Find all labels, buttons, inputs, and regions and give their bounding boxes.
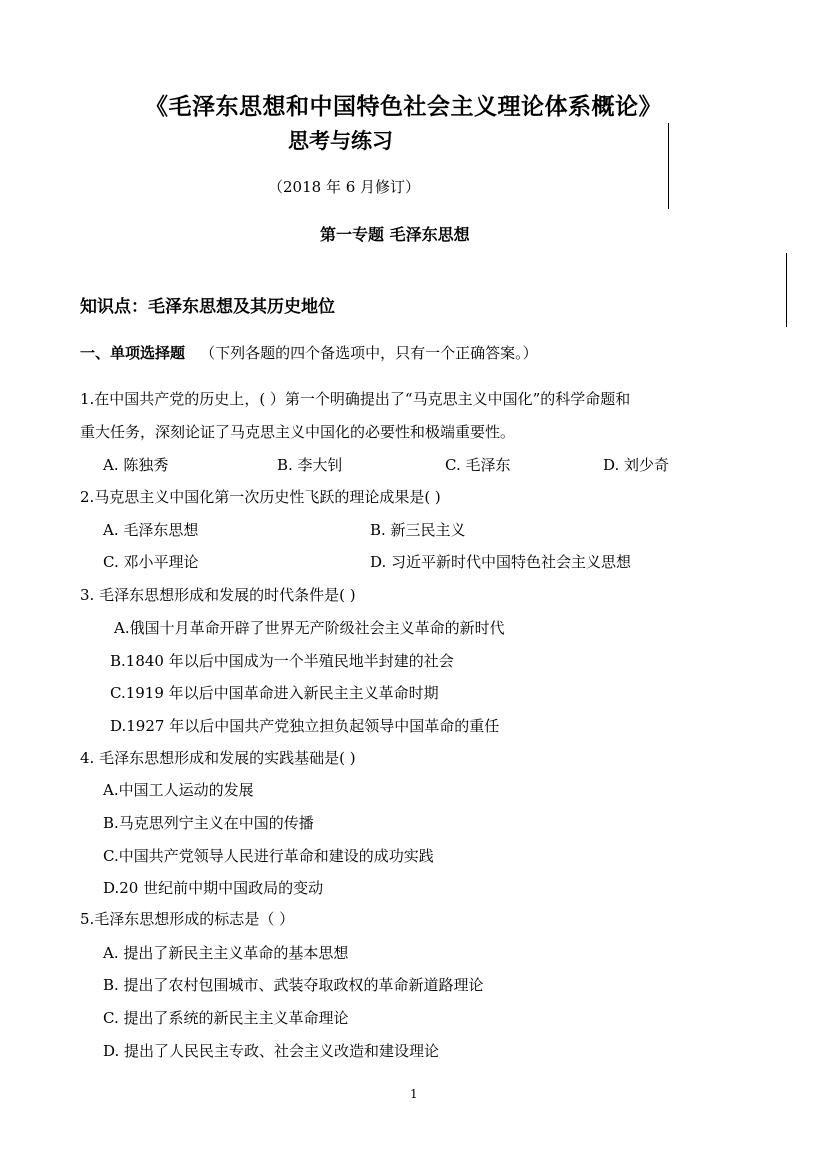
margin-rule-upper: [668, 123, 669, 209]
part-instruction: （下列各题的四个备选项中，只有一个正确答案。）: [200, 344, 538, 362]
question-1-option-d: D. 刘少奇: [603, 456, 670, 474]
question-2-line-1: 2.马克思主义中国化第一次历史性飞跃的理论成果是( ): [80, 488, 441, 506]
question-1-line-1: 1.在中国共产党的历史上，( ）第一个明确提出了“马克思主义中国化”的科学命题和: [80, 390, 631, 408]
question-3-option-d: D.1927 年以后中国共产党独立担负起领导中国革命的重任: [110, 717, 500, 735]
question-4-option-d: D.20 世纪前中期中国政局的变动: [103, 879, 324, 897]
question-4-option-b: B.马克思列宁主义在中国的传播: [103, 814, 314, 832]
question-3-option-a: A.俄国十月革命开辟了世界无产阶级社会主义革命的新时代: [114, 619, 505, 637]
part-heading-line: [80, 342, 538, 363]
question-3-line-1: 3. 毛泽东思想形成和发展的时代条件是( ): [80, 586, 356, 604]
margin-rule-lower: [786, 253, 787, 327]
question-3-option-b: B.1840 年以后中国成为一个半殖民地半封建的社会: [110, 652, 454, 670]
question-2-option-a: A. 毛泽东思想: [103, 521, 199, 539]
question-4-option-c: C.中国共产党领导人民进行革命和建设的成功实践: [103, 847, 434, 865]
question-1-option-b: B. 李大钊: [277, 456, 343, 474]
question-5-option-d: D. 提出了人民民主专政、社会主义改造和建设理论: [103, 1042, 440, 1060]
question-2-option-c: C. 邓小平理论: [103, 553, 199, 571]
page-number: 1: [410, 1087, 418, 1101]
section-title: 第一专题 毛泽东思想: [320, 225, 470, 244]
question-5-line-1: 5.毛泽东思想形成的标志是（ ）: [80, 910, 295, 928]
question-1-option-a: A. 陈独秀: [103, 456, 169, 474]
document-title: 《毛泽东思想和中国特色社会主义理论体系概论》: [145, 94, 662, 120]
question-3-option-c: C.1919 年以后中国革命进入新民主主义革命时期: [110, 684, 439, 702]
question-4-line-1: 4. 毛泽东思想形成和发展的实践基础是( ): [80, 749, 356, 767]
document-subtitle: 思考与练习: [288, 129, 393, 153]
revision-date: （2018 年 6 月修订）: [268, 178, 421, 196]
question-2-option-b: B. 新三民主义: [370, 521, 466, 539]
question-4-option-a: A.中国工人运动的发展: [103, 781, 254, 799]
question-2-option-d: D. 习近平新时代中国特色社会主义思想: [370, 553, 632, 571]
knowledge-point: 知识点：毛泽东思想及其历史地位: [80, 297, 335, 317]
question-5-option-a: A. 提出了新民主主义革命的基本思想: [103, 944, 349, 962]
question-1-option-c: C. 毛泽东: [445, 456, 511, 474]
question-5-option-c: C. 提出了系统的新民主主义革命理论: [103, 1009, 349, 1027]
question-1-line-2: 重大任务，深刻论证了马克思主义中国化的必要性和极端重要性。: [80, 423, 516, 441]
part-heading: 一、单项选择题: [80, 344, 186, 362]
question-5-option-b: B. 提出了农村包围城市、武装夺取政权的革命新道路理论: [103, 976, 484, 994]
